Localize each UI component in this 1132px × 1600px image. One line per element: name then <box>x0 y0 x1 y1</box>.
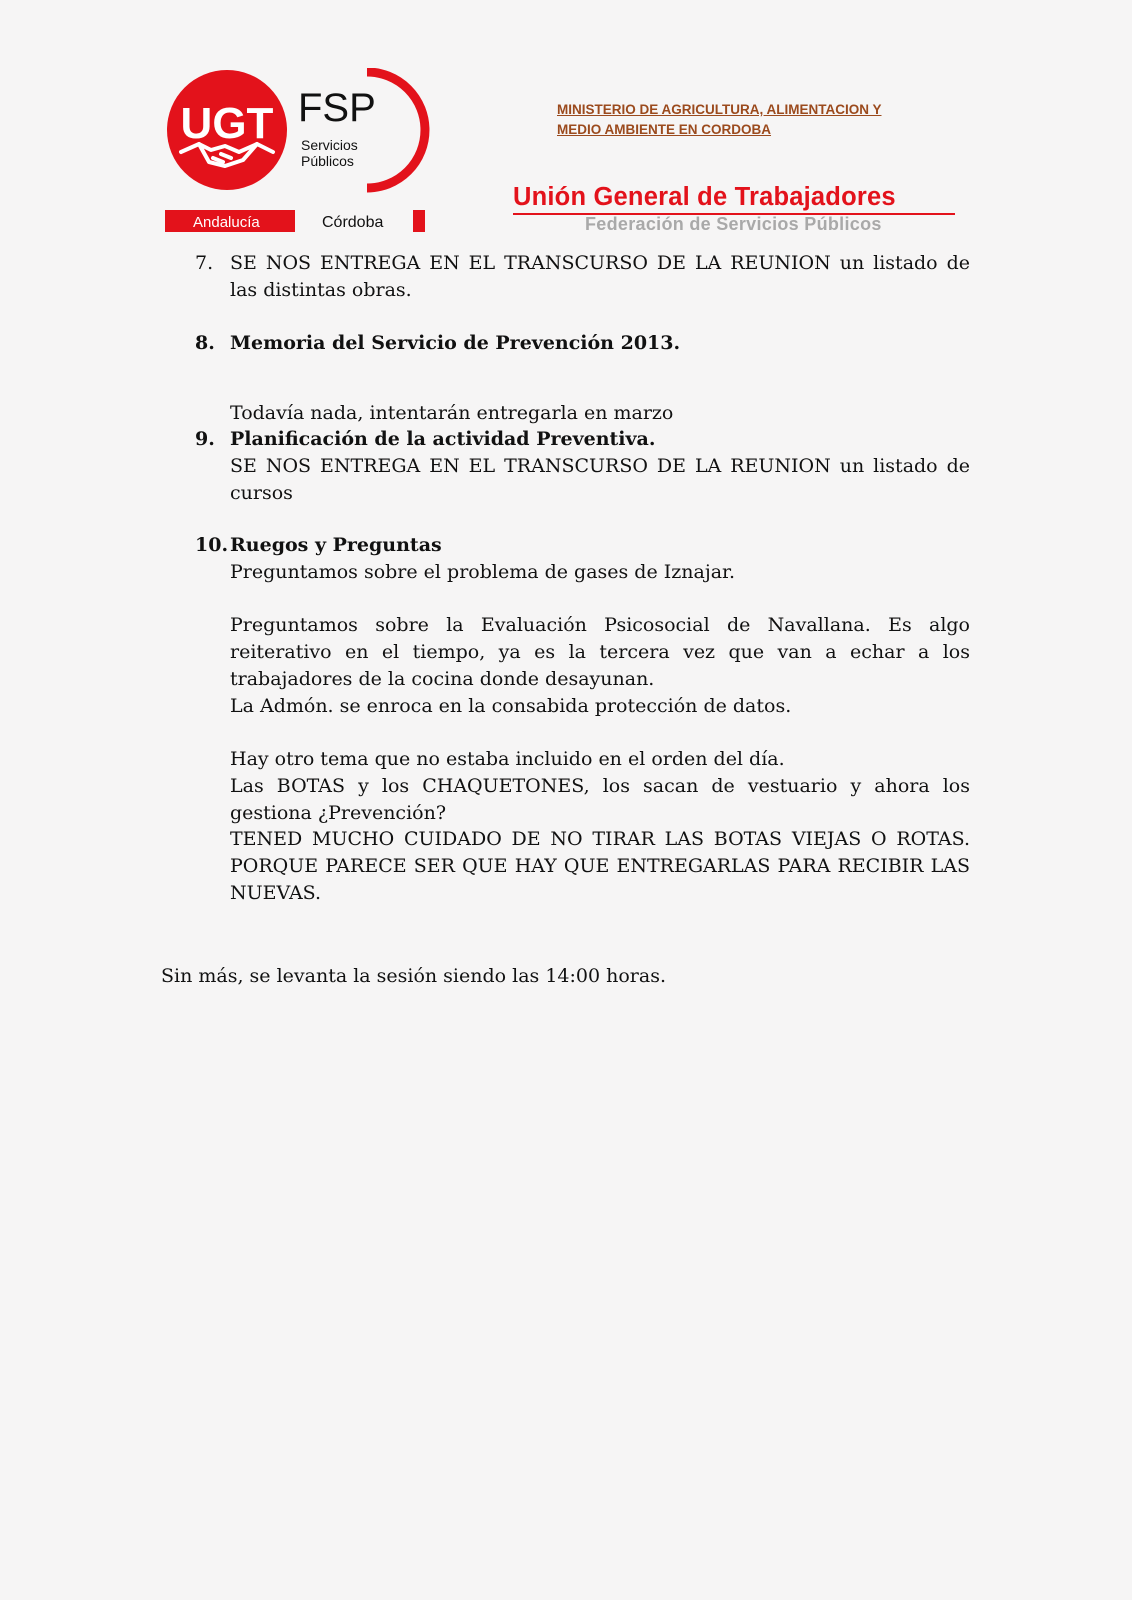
cordoba-red-square <box>413 210 425 232</box>
item-title: Memoria del Servicio de Prevención 2013. <box>230 332 681 354</box>
agenda-item-8 <box>195 330 970 357</box>
ministry-line-1: MINISTERIO DE AGRICULTURA, ALIMENTACION Y <box>557 102 882 117</box>
item-number: 10. <box>195 534 229 556</box>
item-10-paragraph: Las BOTAS y los CHAQUETONES, los sacan de vestuario y ahora los gestiona ¿Prevención? <box>230 775 970 824</box>
item-10-paragraph: TENED MUCHO CUIDADO DE NO TIRAR LAS BOTAS VIEJAS O ROTAS. PORQUE PARECE SER QUE HAY QUE ENTREGARLAS PARA RECIBIR LAS NUEVAS. <box>230 828 970 904</box>
item-number: 7. <box>195 252 214 274</box>
item-text: Preguntamos sobre el problema de gases de Iznajar. <box>230 561 736 583</box>
item-text: SE NOS ENTREGA EN EL TRANSCURSO DE LA REUNION un listado de las distintas obras. <box>230 252 970 301</box>
servicios-logo-text: Servicios <box>301 137 358 153</box>
letterhead <box>0 0 1132 245</box>
agenda-item-9 <box>195 426 970 507</box>
item-title: Ruegos y Preguntas <box>230 534 442 556</box>
ugt-fsp-logo <box>165 68 435 240</box>
publicos-logo-text: Públicos <box>301 153 354 169</box>
item-8-text: Todavía nada, intentarán entregarla en marzo <box>230 402 674 424</box>
closing-sentence: Sin más, se levanta la sesión siendo las 14:00 horas. <box>161 965 666 987</box>
item-10-paragraph: La Admón. se enroca en la consabida protección de datos. <box>230 695 792 717</box>
fsp-logo-text: FSP <box>298 86 376 130</box>
item-text: SE NOS ENTREGA EN EL TRANSCURSO DE LA REUNION un listado de cursos <box>230 455 970 504</box>
union-title: Unión General de Trabajadores <box>513 183 896 211</box>
item-number: 9. <box>195 428 215 450</box>
item-10-paragraph: Hay otro tema que no estaba incluido en el orden del día. <box>230 748 785 770</box>
ugt-logo-text: UGT <box>180 99 274 148</box>
agenda-item-10 <box>195 532 970 586</box>
agenda-item-7 <box>195 250 970 304</box>
union-subtitle: Federación de Servicios Públicos <box>585 214 882 234</box>
item-number: 8. <box>195 332 215 354</box>
ministry-heading <box>557 100 882 140</box>
item-10-paragraph: Preguntamos sobre la Evaluación Psicosocial de Navallana. Es algo reiterativo en el tiempo, ya es la tercera vez que van a echar a los trabajadores de la cocina donde desayunan. <box>230 614 970 690</box>
andalucia-logo-text: Andalucía <box>193 214 260 231</box>
item-title: Planificación de la actividad Preventiva. <box>230 428 656 450</box>
cordoba-logo-text: Córdoba <box>322 214 384 231</box>
ministry-line-2: MEDIO AMBIENTE EN CORDOBA <box>557 122 772 137</box>
